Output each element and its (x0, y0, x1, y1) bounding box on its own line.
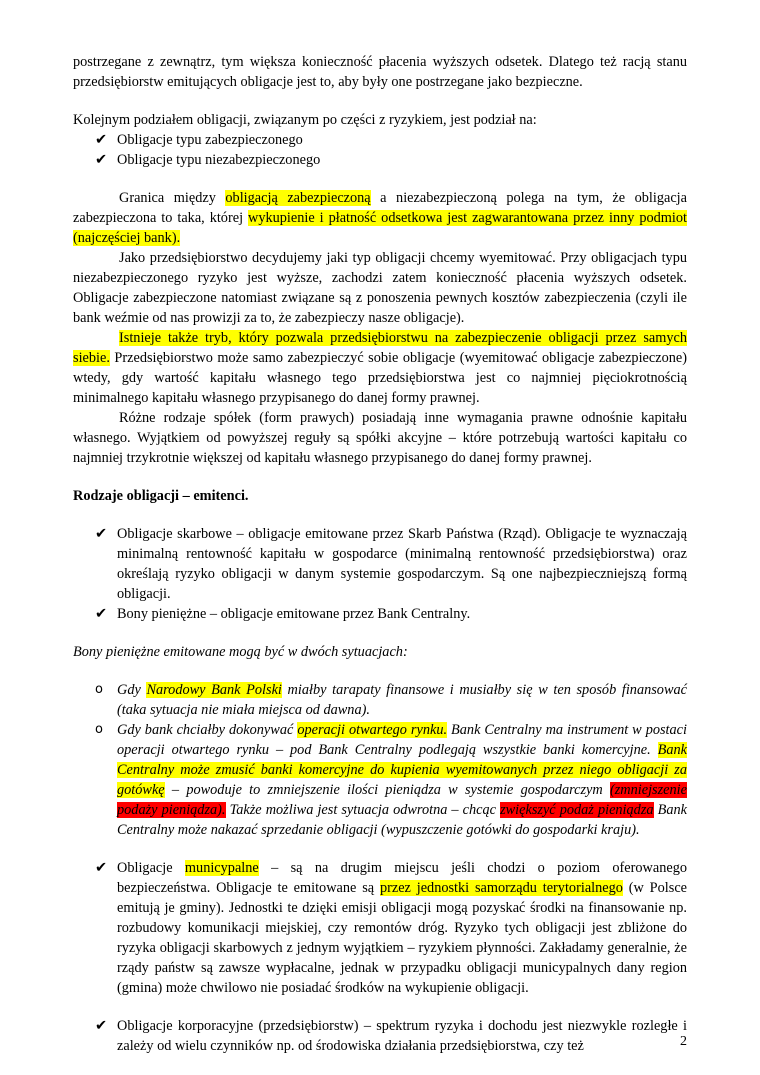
list-item: ✔ Obligacje korporacyjne (przedsiębiorstw) – spektrum ryzyka i dochodu jest niezwykle rozległe i zależy od wielu czynników np. od środowiska działania przedsiębiorstwa, czy też (95, 1018, 687, 1054)
page-number: 2 (680, 1034, 687, 1049)
paragraph-intro: postrzegane z zewnątrz, tym większa konieczność płacenia wyższych odsetek. Dlatego też racją stanu przedsiębiorstw emitujących obligacje jest to, aby były one postrzegane jako bezpieczne. (73, 54, 687, 90)
checkmark-icon: ✔ (95, 606, 107, 622)
checkmark-icon: ✔ (95, 860, 107, 876)
issuers-list (73, 524, 687, 624)
paragraph-division: Kolejnym podziałem obligacji, związanym po części z ryzykiem, jest podział na: (73, 112, 537, 128)
paragraph-companies: Różne rodzaje spółek (form prawych) posiadają inne wymagania prawne odnośnie kapitału własnego. Wyjątkiem od powyższej reguły są spółki akcyjne – które potrzebują wartości kapitału co najmniej trzykrotnie większej od kapitału własnego przypisanego do danej formy prawnej. (73, 410, 687, 466)
checkmark-icon: ✔ (95, 526, 107, 542)
checkmark-icon: ✔ (95, 1018, 107, 1034)
paragraph-choice: Jako przedsiębiorstwo decydujemy jaki typ obligacji chcemy wyemitować. Przy obligacjach typu niezabezpieczonego ryzyko jest wyższe, zachodzi zatem konieczność płacenia wyższych odsetek. Obligacje zabezpieczone natomiast związane są z ponoszenia pewnych kosztów zabezpieczenia (czyli ile bank weźmie od nas prowizji za to, że zabezpieczy nasze obligacje). (73, 250, 687, 326)
document-page (73, 52, 687, 1056)
list-item: o Gdy Narodowy Bank Polski miałby tarapaty finansowe i musiałby się w ten sposób finansować (taka sytuacja nie miała miejsca od dawna). (95, 682, 687, 718)
list-item: ✔ Obligacje typu niezabezpieczonego (95, 152, 321, 168)
bony-situations-list (73, 680, 687, 840)
highlight: operacji otwartego rynku. (297, 722, 448, 738)
list-item: ✔ Bony pieniężne – obligacje emitowane przez Bank Centralny. (95, 606, 471, 622)
list-item: o Gdy bank chciałby dokonywać operacji otwartego rynku. Bank Centralny ma instrument w postaci operacji otwartego rynku – pod Bank Centralny podlegają wszystkie banki komercyjne. Bank Centralny może zmusić banki komercyjne do kupienia wyemitowanych przez niego obligacji za gotówkę – powoduje to zmniejszenie ilości pieniądza w systemie gospodarczym (zmniejszenie podaży pieniądza). Także możliwa jest sytuacja odwrotna – chcąc zwiększyć podaż pieniądza Bank Centralny może nakazać sprzedanie obligacji (wypuszczenie gotówki do gospodarki kraju). (95, 722, 687, 838)
highlight: Narodowy Bank Polski (146, 682, 282, 698)
paragraph-boundary: Granica między obligacją zabezpieczoną a niezabezpieczoną polega na tym, że obligacja zabezpieczona to taka, której wykupienie i płatność odsetkowa jest zagwarantowana przez inny podmiot (najczęściej bank). (73, 190, 687, 246)
red-highlight: (zmniejszenie podaży pieniądza). (117, 782, 687, 818)
highlight: municypalne (184, 860, 259, 876)
highlight: Istnieje także tryb, który pozwala przedsiębiorstwu na zabezpieczenie obligacji przez samych siebie. (73, 330, 687, 366)
red-highlight: zwiększyć podaż pieniądza (500, 802, 654, 818)
bony-intro: Bony pieniężne emitowane mogą być w dwóch sytuacjach: (73, 644, 408, 660)
checkmark-icon: ✔ (95, 152, 107, 168)
corporate-list (73, 1016, 687, 1056)
highlight: przez jednostki samorządu terytorialnego (379, 880, 623, 896)
circle-bullet-icon: o (95, 682, 103, 697)
circle-bullet-icon: o (95, 722, 103, 737)
list-item: ✔ Obligacje skarbowe – obligacje emitowane przez Skarb Państwa (Rząd). Obligacje te wyznaczają minimalną rentowność kapitału w gospodarce (minimalną rentowność przedsiębiorstwa) oraz określają ryzyko obligacji w danym systemie gospodarczym. Są one najbezpieczniejszą formą obligacji. (95, 526, 687, 602)
municipal-list (73, 858, 687, 998)
highlight: Bank Centralny może zmusić banki komercyjne do kupienia wyemitowanych przez niego obligacji za gotówkę (117, 742, 687, 798)
list-item: ✔ Obligacje municypalne – są na drugim miejscu jeśli chodzi o poziom oferowanego bezpieczeństwa. Obligacje te emitowane są przez jednostki samorządu terytorialnego (w Polsce emitują je gminy). Jednostki te dzięki emisji obligacji mogą pozyskać środki na finansowanie np. rozbudowy komunikacji miejskiej, czy remontów dróg. Ryzyko tych obligacji jest zbliżone do ryzyka obligacji skarbowych z jednym wyjątkiem – ryzykiem płynności. Zakładamy generalnie, że rządy państw są zawsze wypłacalne, jednak w przypadku obligacji municypalnych dany region (gmina) może chwilowo nie posiadać środków na wykupienie obligacji. (95, 860, 688, 996)
section-heading: Rodzaje obligacji – emitenci. (73, 488, 249, 504)
security-type-list (73, 130, 687, 170)
highlight: obligacją zabezpieczoną (225, 190, 371, 206)
list-item: ✔ Obligacje typu zabezpieczonego (95, 132, 303, 148)
highlight: wykupienie i płatność odsetkowa jest zagwarantowana przez inny podmiot (najczęściej bank). (73, 210, 687, 246)
paragraph-self-security: Istnieje także tryb, który pozwala przedsiębiorstwu na zabezpieczenie obligacji przez samych siebie. Przedsiębiorstwo może samo zabezpieczyć sobie obligacje (wyemitować obligacje zabezpieczone) wtedy, gdy wartość kapitału własnego tego przedsiębiorstwa jest co najmniej pięciokrotnością minimalnego kapitału własnego przypisanego do danej formy prawnej. (73, 330, 687, 406)
checkmark-icon: ✔ (95, 132, 107, 148)
